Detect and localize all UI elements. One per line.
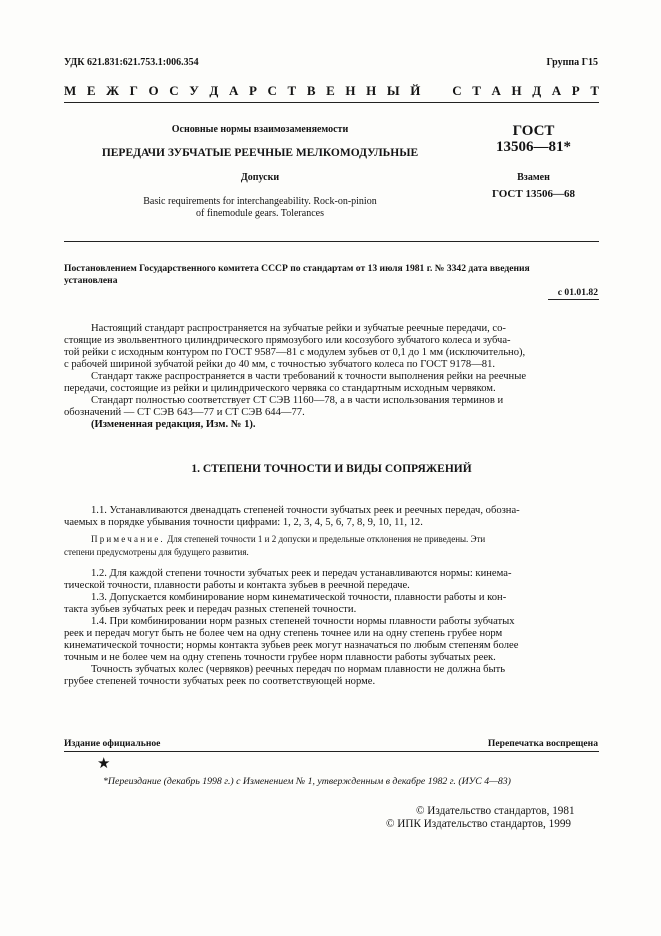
clause-1-1-line-1: 1.1. Устанавливаются двенадцать степеней точности зубчатых реек и реечных передач, обозна- [91, 505, 520, 516]
intro-p1-line-4: с рабочей шириной зубчатой рейки до 40 мм, с точностью зубчатого колеса по ГОСТ 9178—81. [64, 359, 496, 370]
banner-letter: С [267, 83, 277, 98]
star-mark: ★ [97, 756, 111, 772]
clause-1-4-line-4: точным и не более чем на одну степень точности грубее норм плавности работы зубчатых реек. [64, 652, 496, 663]
banner-letter: С [169, 83, 179, 98]
reprint-prohibited: Перепечатка воспрещена [487, 738, 598, 749]
banner-letter: У [189, 83, 199, 98]
revision-note: (Измененная редакция, Изм. № 1). [91, 419, 256, 430]
official-edition: Издание официальное [64, 738, 161, 749]
intro-p2-line-2: передачи, состоящие из рейки и цилиндрического червяка со стандартным исходным червяком. [64, 383, 496, 394]
banner-letter: Т [472, 83, 481, 98]
banner-letter: Г [129, 83, 138, 98]
document-title: ПЕРЕДАЧИ ЗУБЧАТЫЕ РЕЕЧНЫЕ МЕЛКОМОДУЛЬНЫЕ [101, 147, 419, 159]
note-line-2: степени предусмотрены для будущего развития. [64, 547, 249, 557]
copyright-1981: © Издательство стандартов, 1981 [416, 805, 575, 817]
copyright-1999: © ИПК Издательство стандартов, 1999 [386, 818, 572, 830]
intro-p1-line-1: Настоящий стандарт распространяется на зубчатые рейки и зубчатые реечные передачи, со- [91, 323, 506, 334]
footer-rule [64, 751, 599, 752]
clause-1-5-line-1: Точность зубчатых колес (червяков) реечных передач по нормам плавности не должна быть [91, 664, 506, 675]
subtitle: Основные нормы взаимозаменяемости [171, 124, 349, 135]
clause-1-3-line-2: такта зубьев зубчатых реек и передач разных степеней точности. [64, 604, 357, 615]
english-title-line-2: of finemodule gears. Tolerances [196, 208, 324, 219]
gost-label: ГОСТ [512, 123, 555, 139]
banner-letter: Р [571, 83, 580, 98]
reissue-note: *Переиздание (декабрь 1998 г.) с Изменением № 1, утвержденным в декабре 1982 г. (ИУС 4—83) [103, 776, 511, 787]
clause-1-4-line-1: 1.4. При комбинировании норм разных степеней точности нормы плавности работы зубчатых [91, 616, 515, 627]
clause-1-5-line-2: грубее степеней точности зубчатых реек по соответствующей норме. [64, 676, 376, 687]
note-label: Примечание. [91, 534, 165, 544]
intro-p1-line-3: той рейки с исходным контуром по ГОСТ 9587—81 с модулем зубьев от 0,1 до 1 мм (исключительно), [64, 347, 526, 358]
group-code: Группа Г15 [546, 57, 598, 68]
banner-letter: Ы [386, 83, 400, 98]
replaces-label: Взамен [517, 172, 550, 183]
replaces-value: ГОСТ 13506—68 [492, 188, 575, 200]
effective-date: с 01.01.82 [557, 287, 598, 298]
banner-letter: Н [345, 83, 356, 98]
clause-1-1-line-2: чаемых в порядке убывания точности цифрами: 1, 2, 3, 4, 5, 6, 7, 8, 9, 10, 11, 12. [64, 517, 423, 528]
intro-p3-line-2: обозначений — СТ СЭВ 643—77 и СТ СЭВ 644—77. [64, 407, 305, 418]
banner-letter: Т [287, 83, 297, 98]
banner-letter: Н [366, 83, 377, 98]
banner-letter: Д [209, 83, 219, 98]
banner-letter: Е [326, 83, 335, 98]
english-title-line-1: Basic requirements for interchangeability. Rock-on-pinion [143, 196, 377, 207]
udk-code: УДК 621.831:621.753.1:006.354 [64, 57, 199, 68]
interstate-standard-banner [64, 83, 599, 99]
clause-1-2-line-1: 1.2. Для каждой степени точности зубчатых реек и передач устанавливаются нормы: кинема- [91, 568, 512, 579]
intro-paragraphs [64, 323, 599, 431]
banner-letter: Е [86, 83, 96, 98]
banner-letter: А [551, 83, 562, 98]
banner-letter: О [148, 83, 159, 98]
banner-letter: Д [532, 83, 542, 98]
intro-p1-line-2: стоящие из эвольвентного цилиндрического прямозубого или косозубого зубчатого колеса и зубча- [64, 335, 511, 346]
banner-letter: Й [410, 83, 421, 98]
banner-letter: Т [590, 83, 599, 98]
section-1-heading: 1. СТЕПЕНИ ТОЧНОСТИ И ВИДЫ СОПРЯЖЕНИЙ [191, 463, 472, 475]
clause-1-2-line-2: тической точности, плавности работы и контакта зубьев в реечной передаче. [64, 580, 410, 591]
decree-line-1: Постановлением Государственного комитета СССР по стандартам от 13 июля 1981 г. № 3342 дата введения [64, 263, 530, 274]
banner-letter: М [64, 83, 77, 98]
note [64, 533, 599, 559]
gost-number: 13506—81* [496, 139, 571, 155]
intro-p2-line-1: Стандарт также распространяется в части требований к точности выполнения рейки на реечные [91, 371, 527, 382]
document-kind: Допуски [240, 172, 280, 183]
clause-1-4-line-3: кинематической точности; нормы контакта зубьев реек могут назначаться по любым степеням более [64, 640, 519, 651]
date-underline [548, 299, 599, 300]
title-rule [64, 241, 599, 242]
banner-letter: Ж [106, 83, 120, 98]
banner-letter: Н [511, 83, 522, 98]
banner-letter: А [228, 83, 239, 98]
banner-letter: В [306, 83, 316, 98]
banner-letter: С [452, 83, 462, 98]
clauses-1-2-to-1-4 [64, 568, 599, 688]
clause-1-4-line-2: реек и передач могут быть не более чем на одну степень точнее или на одну степень грубее норм [64, 628, 503, 639]
clause-1-3-line-1: 1.3. Допускается комбинирование норм кинематической точности, плавности работы и кон- [91, 592, 507, 603]
clause-1-1 [64, 505, 599, 529]
banner-letter: А [491, 83, 501, 98]
intro-p3-line-1: Стандарт полностью соответствует СТ СЭВ 1160—78, а в части использования терминов и [91, 395, 504, 406]
decree-line-2: установлена [64, 275, 118, 286]
header-rule [64, 102, 599, 103]
note-line-1: Для степеней точности 1 и 2 допуски и предельные отклонения не приведены. Эти [164, 534, 486, 544]
banner-letter: Р [248, 83, 257, 98]
